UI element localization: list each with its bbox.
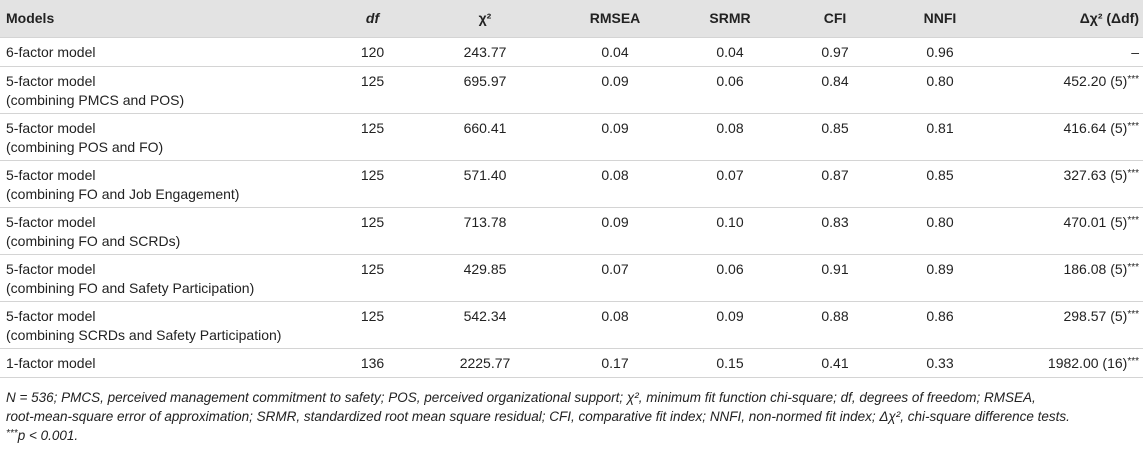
df-cell: 125 (360, 72, 385, 89)
rmsea-cell: 0.08 (601, 166, 629, 183)
rmsea-cell: 0.08 (601, 307, 629, 324)
delta-cell (995, 301, 1143, 348)
nnfi-cell: 0.80 (926, 213, 954, 230)
df-cell: 120 (360, 43, 385, 60)
footnote-line-1: N = 536; PMCS, perceived management commitment to safety; POS, perceived organizational support; χ², minimum fit function chi-square; df, degrees of freedom; RMSEA, (6, 389, 1036, 405)
delta-value: 416.64 (5) (1063, 119, 1128, 136)
header-cfi: CFI (823, 10, 847, 27)
header-srmr: SRMR (709, 10, 751, 27)
model-description: (combining FO and Safety Participation) (6, 279, 255, 296)
model-name: 5-factor model (6, 307, 96, 324)
delta-cell (995, 254, 1143, 301)
delta-cell (995, 66, 1143, 113)
table-row (0, 254, 1143, 301)
delta-value: 298.57 (5) (1063, 307, 1128, 324)
df-cell: 125 (360, 119, 385, 136)
model-name: 5-factor model (6, 72, 96, 89)
significance-stars: *** (1127, 355, 1139, 367)
table-row (0, 301, 1143, 348)
header-row (0, 0, 1143, 37)
delta-value: 327.63 (5) (1063, 166, 1128, 183)
model-cell (0, 254, 330, 301)
cfi-cell: 0.91 (821, 260, 849, 277)
delta-cell (995, 113, 1143, 160)
model-name: 5-factor model (6, 166, 96, 183)
model-cell (0, 301, 330, 348)
model-description: (combining POS and FO) (6, 138, 164, 155)
model-description: (combining FO and Job Engagement) (6, 185, 240, 202)
model-name: 5-factor model (6, 260, 96, 277)
cfi-cell: 0.41 (821, 354, 849, 371)
model-cell (0, 207, 330, 254)
chi-cell: 2225.77 (459, 354, 511, 371)
nnfi-cell: 0.86 (926, 307, 954, 324)
table-footnote (0, 378, 1143, 445)
table-row (0, 160, 1143, 207)
df-cell: 125 (360, 260, 385, 277)
nnfi-cell: 0.81 (926, 119, 954, 136)
significance-stars: *** (1127, 120, 1139, 132)
rmsea-cell: 0.09 (601, 119, 629, 136)
cfi-cell: 0.97 (821, 43, 849, 60)
rmsea-cell: 0.09 (601, 213, 629, 230)
model-name: 1-factor model (6, 354, 96, 371)
nnfi-cell: 0.85 (926, 166, 954, 183)
significance-stars: *** (1127, 308, 1139, 320)
table-row (0, 113, 1143, 160)
chi-cell: 243.77 (463, 43, 507, 60)
rmsea-cell: 0.07 (601, 260, 629, 277)
model-description: (combining PMCS and POS) (6, 91, 185, 108)
delta-value: 1982.00 (16) (1047, 354, 1128, 371)
delta-value: – (1131, 43, 1139, 60)
rmsea-cell: 0.17 (601, 354, 629, 371)
srmr-cell: 0.06 (716, 72, 744, 89)
cfi-cell: 0.84 (821, 72, 849, 89)
table-header (0, 0, 1143, 37)
significance-stars: *** (1127, 214, 1139, 226)
delta-cell (995, 348, 1143, 377)
delta-value: 470.01 (5) (1063, 213, 1128, 230)
df-cell: 125 (360, 166, 385, 183)
cfi-cell: 0.87 (821, 166, 849, 183)
rmsea-cell: 0.04 (601, 43, 629, 60)
nnfi-cell: 0.33 (926, 354, 954, 371)
chi-cell: 713.78 (463, 213, 507, 230)
header-nnfi: NNFI (923, 10, 957, 27)
delta-cell (995, 207, 1143, 254)
delta-value: 186.08 (5) (1063, 260, 1128, 277)
df-cell: 125 (360, 307, 385, 324)
chi-cell: 542.34 (463, 307, 507, 324)
header-models: Models (6, 10, 55, 27)
srmr-cell: 0.08 (716, 119, 744, 136)
footnote-stars: *** (6, 427, 18, 439)
model-description: (combining SCRDs and Safety Participation) (6, 326, 282, 343)
nnfi-cell: 0.89 (926, 260, 954, 277)
significance-stars: *** (1127, 261, 1139, 273)
header-rmsea: RMSEA (589, 10, 641, 27)
delta-cell (995, 37, 1143, 66)
significance-stars: *** (1127, 167, 1139, 179)
footnote-line-2: root-mean-square error of approximation; SRMR, standardized root mean square residual; CFI, comparative fit index; NNFI, non-normed fit index; Δχ², chi-square difference tests. (6, 408, 1070, 424)
df-cell: 136 (360, 354, 385, 371)
table-row (0, 66, 1143, 113)
delta-value: 452.20 (5) (1063, 72, 1128, 89)
srmr-cell: 0.15 (716, 354, 744, 371)
chi-cell: 660.41 (463, 119, 507, 136)
srmr-cell: 0.10 (716, 213, 744, 230)
header-df: df (365, 10, 380, 27)
chi-cell: 571.40 (463, 166, 507, 183)
model-cell (0, 113, 330, 160)
df-cell: 125 (360, 213, 385, 230)
table-body (0, 37, 1143, 377)
footnote-line-3: p < 0.001. (17, 427, 79, 443)
model-cell (0, 37, 330, 66)
cfi-cell: 0.83 (821, 213, 849, 230)
header-delta-chi-square: Δχ² (Δdf) (1079, 10, 1139, 27)
srmr-cell: 0.06 (716, 260, 744, 277)
model-name: 6-factor model (6, 43, 96, 60)
header-chi-square: χ² (478, 10, 492, 27)
table-row (0, 37, 1143, 66)
chi-cell: 429.85 (463, 260, 507, 277)
delta-cell (995, 160, 1143, 207)
model-cell (0, 160, 330, 207)
model-name: 5-factor model (6, 213, 96, 230)
srmr-cell: 0.09 (716, 307, 744, 324)
cfi-cell: 0.85 (821, 119, 849, 136)
table-row (0, 207, 1143, 254)
chi-cell: 695.97 (463, 72, 507, 89)
model-cell (0, 66, 330, 113)
table-row (0, 348, 1143, 377)
nnfi-cell: 0.96 (926, 43, 954, 60)
srmr-cell: 0.04 (716, 43, 744, 60)
nnfi-cell: 0.80 (926, 72, 954, 89)
rmsea-cell: 0.09 (601, 72, 629, 89)
model-cell (0, 348, 330, 377)
model-description: (combining FO and SCRDs) (6, 232, 181, 249)
model-name: 5-factor model (6, 119, 96, 136)
srmr-cell: 0.07 (716, 166, 744, 183)
significance-stars: *** (1127, 73, 1139, 85)
cfi-cell: 0.88 (821, 307, 849, 324)
